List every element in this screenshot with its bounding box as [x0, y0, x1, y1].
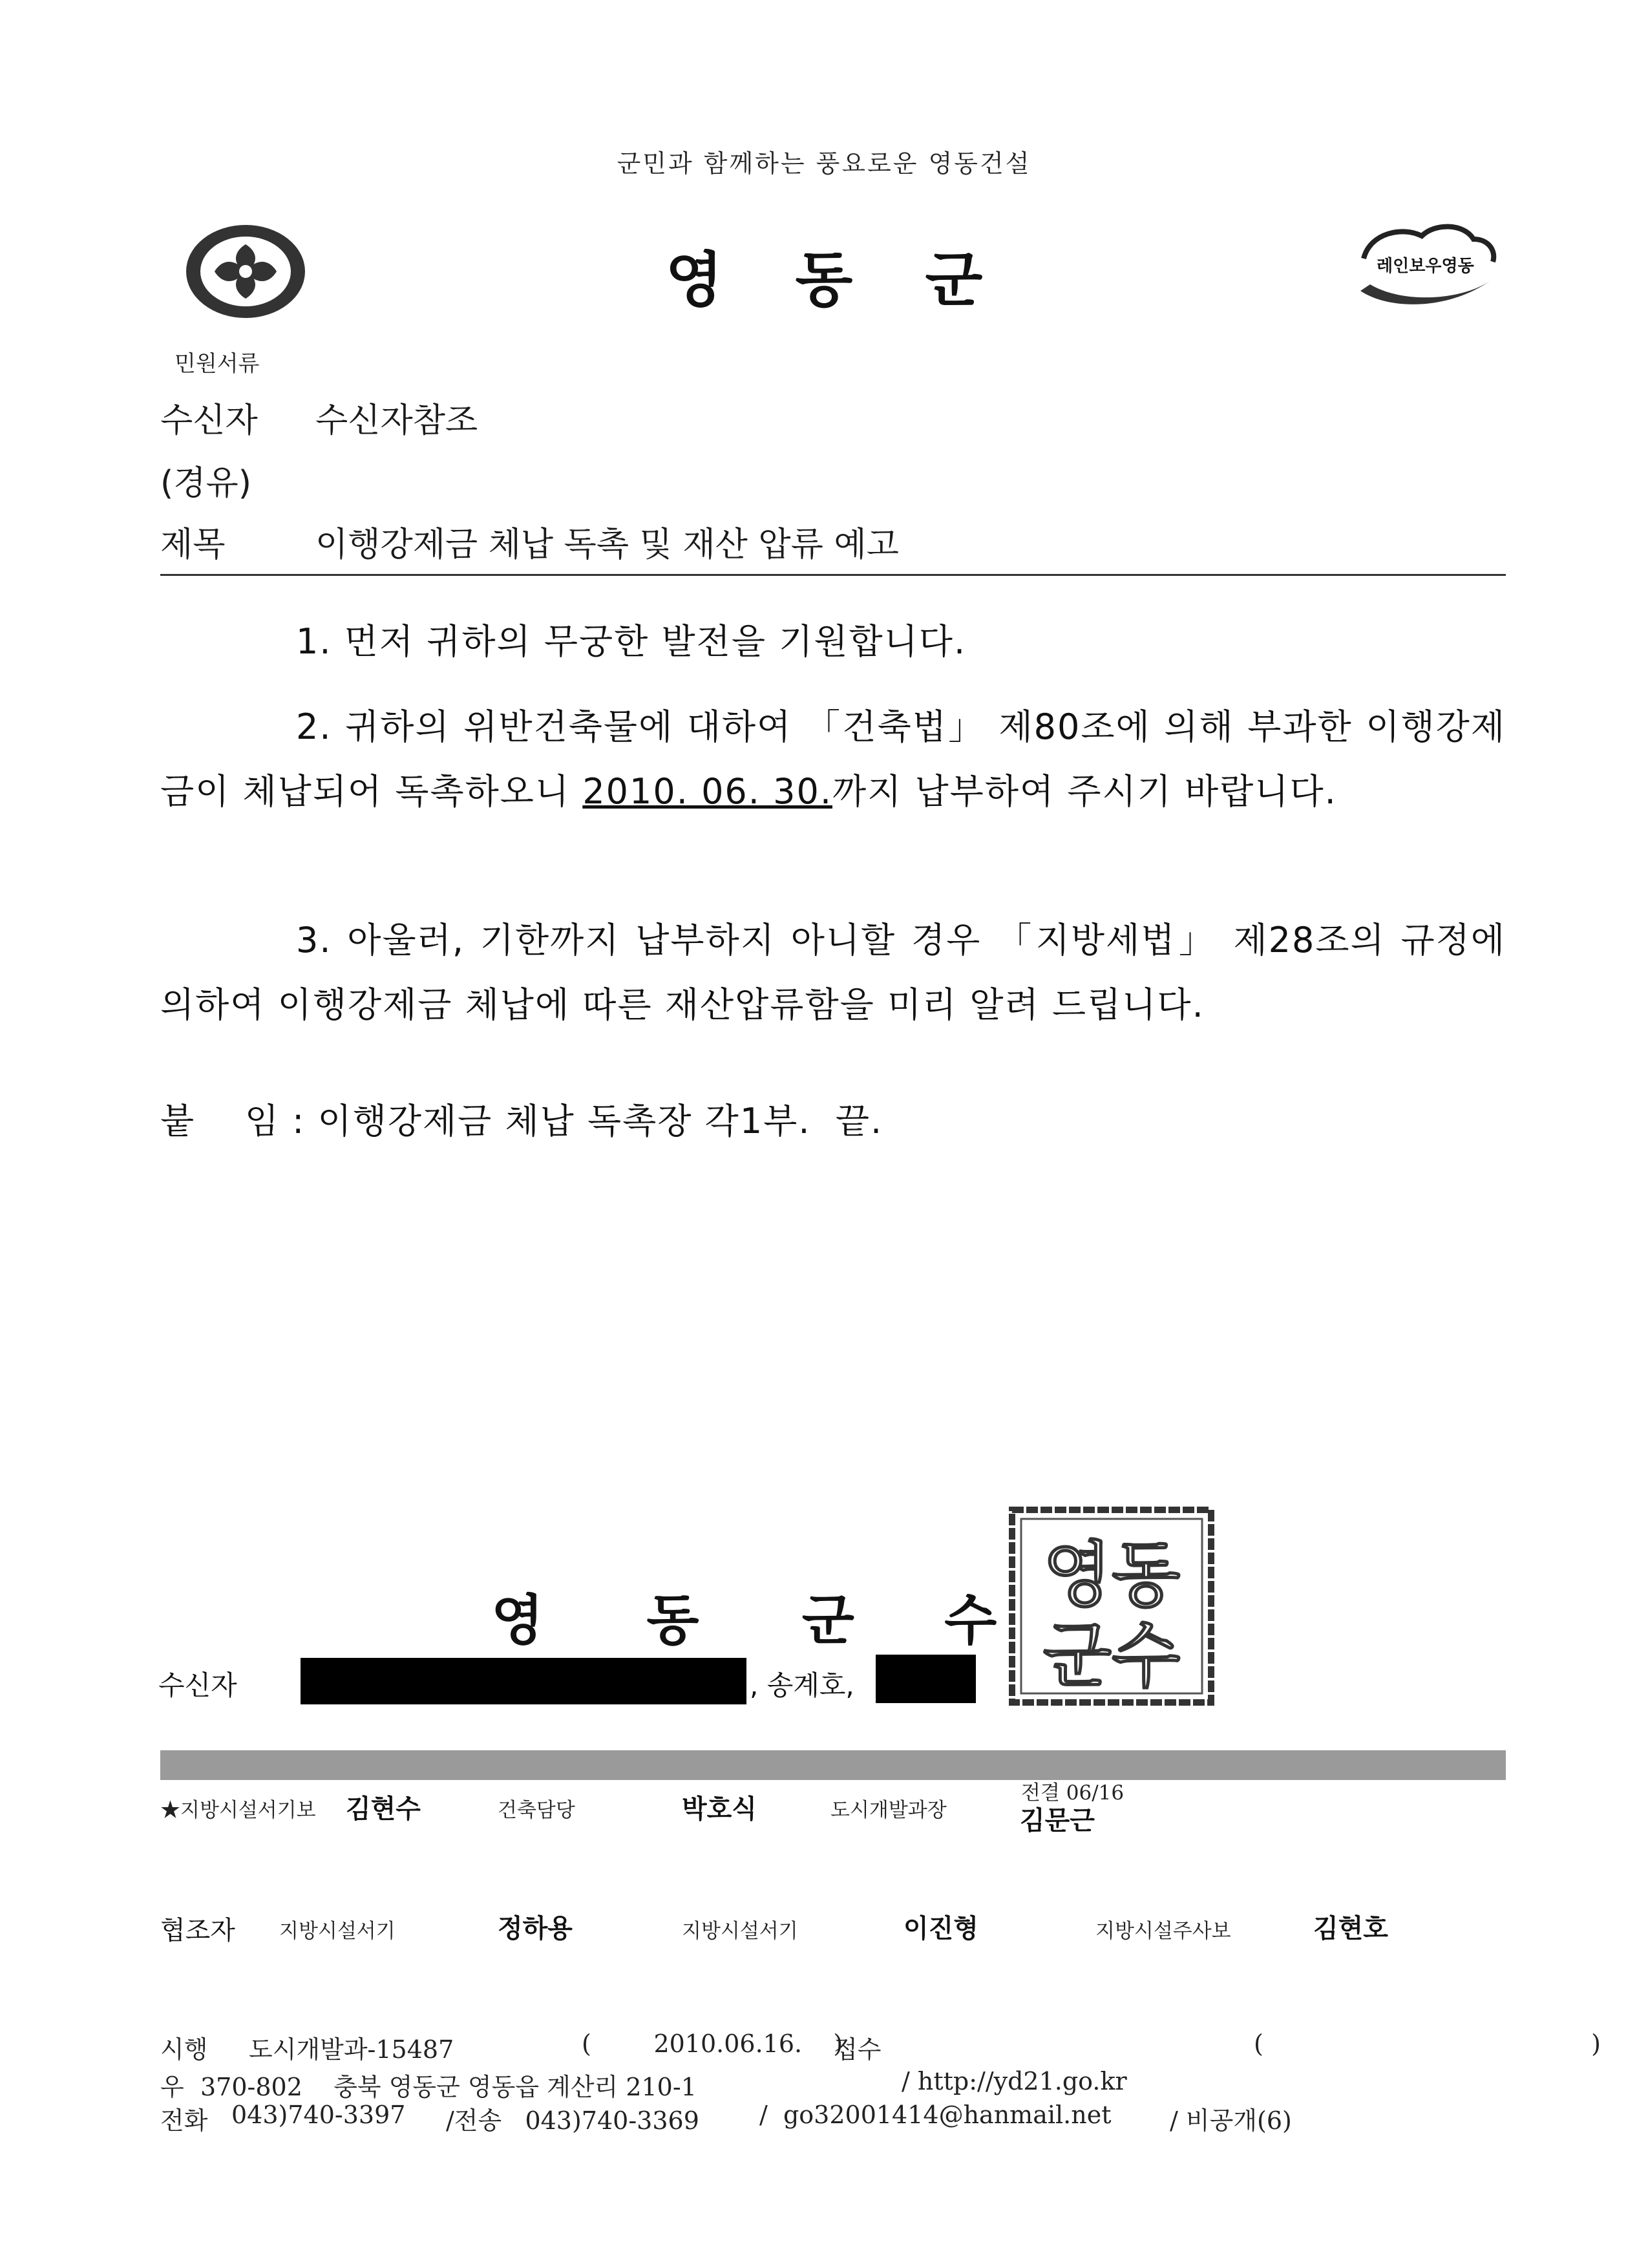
paragraph-2-text-a: 2. 귀하의 위반건축물에 대하여 「건축법」 제80조에 의해 부과한 이행강제금이 체납되어 독촉하오니: [160, 706, 1506, 812]
signature-suffix: 수: [944, 1588, 997, 1652]
redaction-box: [876, 1655, 976, 1703]
postal-label: 우: [160, 2073, 184, 2101]
recipient-label: 수신자: [160, 401, 258, 440]
enforcement-label: 시행: [160, 2035, 208, 2064]
paragraph-2: [160, 695, 1506, 824]
approver-2-name: 박호식: [682, 1794, 757, 1824]
subject-divider: [160, 574, 1506, 576]
paragraph-3-text: 3. 아울러, 기한까지 납부하지 아니할 경우 「지방세법」 제28조의 규정에 의하여 이행강제금 체납에 따른 재산압류함을 미리 알려 드립니다.: [160, 920, 1506, 1025]
svg-text:레인보우영동: 레인보우영동: [1377, 257, 1474, 276]
seal-glyphs-top: 영동: [1042, 1534, 1181, 1616]
coop-2-name: 이진형: [903, 1914, 978, 1944]
signature-org: 영 동 군: [491, 1588, 854, 1652]
enforcement-date: ( 2010.06.16. ): [582, 2030, 843, 2058]
coop-1-name: 정하용: [498, 1914, 573, 1944]
redaction-box: [301, 1658, 746, 1704]
approver-2-role: 건축담당: [498, 1799, 575, 1822]
receipt-field: ( ): [1254, 2030, 1601, 2058]
approver-3-role: 도시개발과장: [830, 1799, 947, 1822]
attachment-row: [160, 1089, 1506, 1154]
coop-3-role: 지방시설주사보: [1095, 1920, 1231, 1943]
paragraph-1-text: 1. 먼저 귀하의 무궁한 발전을 기원합니다.: [296, 621, 967, 662]
paragraph-1: [160, 609, 1506, 674]
gray-separator-bar: [160, 1750, 1506, 1780]
phone-label: 전화: [160, 2106, 208, 2135]
approver-1-name: 김현수: [346, 1794, 421, 1824]
subject-row: [160, 517, 899, 566]
cooperation-label: 협조자: [160, 1916, 235, 1945]
website-link[interactable]: / http://yd21.go.kr: [902, 2067, 1127, 2095]
fax-number: /전송 043)740-3369: [446, 2106, 699, 2135]
via-label: (경유): [160, 464, 252, 503]
seal-glyphs-bottom: 군수: [1042, 1615, 1181, 1697]
due-date: 2010. 06. 30.: [582, 771, 832, 812]
disclosure-status: / 비공개(6): [1170, 2106, 1292, 2135]
address: 370-802 충북 영동군 영동읍 계산리 210-1: [200, 2073, 697, 2101]
email-address[interactable]: / go32001414@hanmail.net: [759, 2101, 1112, 2129]
paragraph-2-text-b: 까지 납부하여 주시기 바랍니다.: [832, 771, 1337, 812]
rainbow-yeongdong-logo: [1351, 220, 1506, 310]
attachment-value: 이행강제금 체납 독촉장 각1부. 끝.: [317, 1101, 883, 1141]
enforcement-number: 도시개발과-15487: [249, 2035, 454, 2064]
coop-1-role: 지방시설서기: [279, 1920, 396, 1943]
recipient-value: 수신자참조: [315, 401, 478, 440]
org-title: 영 동 군: [665, 245, 983, 315]
document-type: 민원서류: [174, 351, 260, 377]
approver-1-role: ★지방시설서기보: [160, 1799, 316, 1822]
slogan: 군민과 함께하는 풍요로운 영동건설: [617, 149, 1031, 178]
recipient-list-names: , 송계호,: [750, 1669, 854, 1701]
attachment-label: 붙 임 :: [160, 1101, 306, 1141]
paragraph-3: [160, 908, 1506, 1037]
subject-value: 이행강제금 체납 독촉 및 재산 압류 예고: [315, 525, 899, 564]
approval-note: 전결 06/16: [1021, 1781, 1125, 1805]
official-seal: [1008, 1506, 1215, 1706]
receipt-label: 접수: [834, 2035, 882, 2064]
signature-title: [491, 1577, 1009, 1655]
subject-label: 제목: [160, 525, 226, 564]
recipient-list-label: 수신자: [158, 1669, 237, 1701]
coop-3-name: 김현호: [1313, 1914, 1388, 1944]
approver-3-name: 김문근: [1020, 1806, 1095, 1836]
coop-2-role: 지방시설서기: [682, 1920, 798, 1943]
phone-number: 043)740-3397: [231, 2101, 406, 2129]
recipient-row: [160, 393, 478, 441]
